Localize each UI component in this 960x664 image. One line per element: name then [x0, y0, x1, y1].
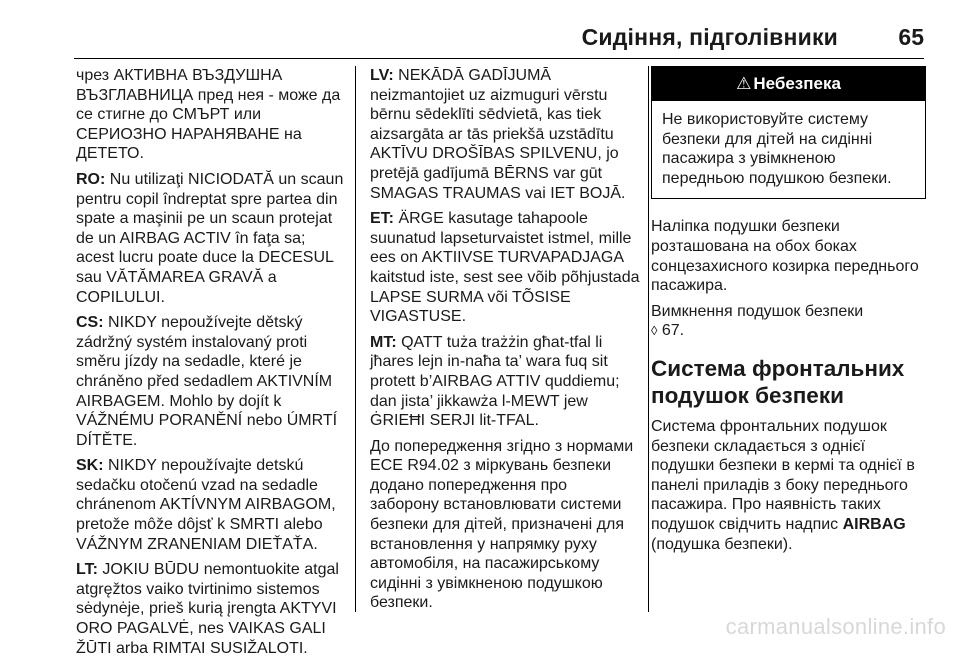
- page-title: Сидіння, підголівники: [581, 24, 838, 50]
- warning-triangle-icon: ⚠: [736, 74, 752, 93]
- text-column-left: [76, 66, 344, 664]
- paragraph-mt: [370, 333, 640, 431]
- watermark: carmanualsonline.info: [725, 614, 946, 639]
- warning-text: Не використовуйте систему безпеки для дітей на сидінні пасажира з увімкненою передньою подушкою безпеки.: [662, 111, 892, 187]
- text-column-right: [651, 66, 926, 560]
- paragraph-sk: [76, 456, 344, 554]
- warning-title: Небезпека: [753, 74, 841, 93]
- language-code-ro: RO:: [76, 170, 106, 188]
- page-header: [74, 20, 924, 59]
- front-airbags-text-end: (подушка безпеки).: [651, 535, 793, 553]
- page-number: 65: [898, 24, 924, 50]
- paragraph-label-location: Наліпка подушки безпеки розташована на обох боках сонцезахисного козирка переднього пасажира.: [651, 218, 919, 295]
- language-code-mt: MT:: [370, 333, 397, 351]
- text-mt: QATT tuża trażżin għat-tfal li jħares lejn in-naħa ta’ wara fuq sit protett b’AIRBAG ATTIV quddiemu; dan jista’ jikkawża l-MEWT jew ĠRIEĦI SERJI lit-TFAL.: [370, 333, 620, 430]
- language-code-lt: LT:: [76, 561, 98, 579]
- paragraph-cs: [76, 313, 344, 450]
- language-code-lv: LV:: [370, 67, 394, 84]
- paragraph-lv: [370, 66, 640, 203]
- front-airbags-text: Система фронтальних подушок безпеки складається з однієї подушки безпеки в кермі та однієї в панелі приладів з боку переднього пасажира. Про наявність таких подушок свідчить надпис: [651, 417, 915, 533]
- reference-arrow-icon: ◊: [651, 323, 658, 339]
- reference-page: 67.: [657, 322, 685, 340]
- airbag-label: AIRBAG: [842, 515, 906, 533]
- text-et: ÄRGE kasutage tahapoole suunatud lapseturvaistet istmel, mille ees on AKTIIVSE TURVAPADJAGA kaitstud iste, sest see võib põhjustada LAPSE SURMA või TÕSISE VIGASTUSE.: [370, 210, 640, 326]
- language-code-cs: CS:: [76, 314, 104, 332]
- text-cs: NIKDY nepoužívejte dětský zádržný systém instalovaný proti směru jízdy na sedadle, které je chráněno před sedadlem AKTIVNÍM AIRBAGEM. Mohlo by dojít k VÁŽNÉMU PORANĚNÍ nebo ÚMRTÍ DÍTĚTE.: [76, 314, 338, 449]
- column-divider: [355, 66, 356, 612]
- text-column-middle: [370, 66, 640, 619]
- text-lv: NEKĀDĀ GADĪJUMĀ neizmantojiet uz aizmuguri vērstu bērnu sēdeklīti sēdvietā, kas tiek aizsargāta ar tās priekšā uzstādītu AKTĪVU DROŠĪBAS SPILVENU, jo pretējā gadījumā BĒRNS var gūt SMAGAS TRAUMAS vai IET BOJĀ.: [370, 67, 626, 202]
- paragraph-uk-note: До попередження згідно з нормами ECE R94.02 з міркувань безпеки додано попередження про заборону встановлювати системи безпеки для дітей, призначені для встановлення у напрямку руху автомобіля, на пасажирському сидінні з увімкненою подушкою безпеки.: [370, 437, 634, 612]
- paragraph-et: [370, 209, 640, 327]
- paragraph-ro: [76, 170, 344, 307]
- paragraph-bg-continued: чрез АКТИВНА ВЪЗДУШНА ВЪЗГЛАВНИЦА пред нея - може да се стигне до СМЪРТ или СЕРИОЗНО НАРАНЯВАНЕ на ДЕТЕТО.: [76, 67, 341, 163]
- paragraph-lt: [76, 560, 344, 658]
- warning-box: [651, 66, 926, 199]
- column-divider: [648, 66, 649, 612]
- paragraph-cross-reference: [651, 302, 926, 341]
- reference-text: Вимкнення подушок безпеки: [651, 302, 864, 320]
- text-ro: Nu utilizaţi NICIODATĂ un scaun pentru copil îndreptat spre partea din spate a maşinii pe un scaun protejat de un AIRBAG ACTIV în faţa sa; acest lucru poate duce la DECESUL sau VĂTĂMAREA GRAVĂ a COPILULUI.: [76, 170, 344, 306]
- text-lt: JOKIU BŪDU nemontuokite atgal atgręžtos vaiko tvirtinimo sistemos sėdynėje, prieš kurią įrengta AKTYVI ORO PAGALVĖ, nes VAIKAS GALI ŽŪTI arba RIMTAI SUSIŽALOTI.: [76, 561, 339, 657]
- language-code-sk: SK:: [76, 457, 104, 475]
- section-heading: Система фронтальних подушок безпеки: [651, 355, 905, 408]
- language-code-et: ET:: [370, 210, 394, 228]
- text-sk: NIKDY nepoužívajte detskú sedačku otočenú vzad na sedadle chránenom AKTÍVNYM AIRBAGOM, pretože môže dôjsť k SMRTI alebo VÁŽNYM ZRANENIAM DIEŤAŤA.: [76, 457, 336, 553]
- paragraph-front-airbags: [651, 417, 926, 554]
- warning-header: [652, 67, 925, 101]
